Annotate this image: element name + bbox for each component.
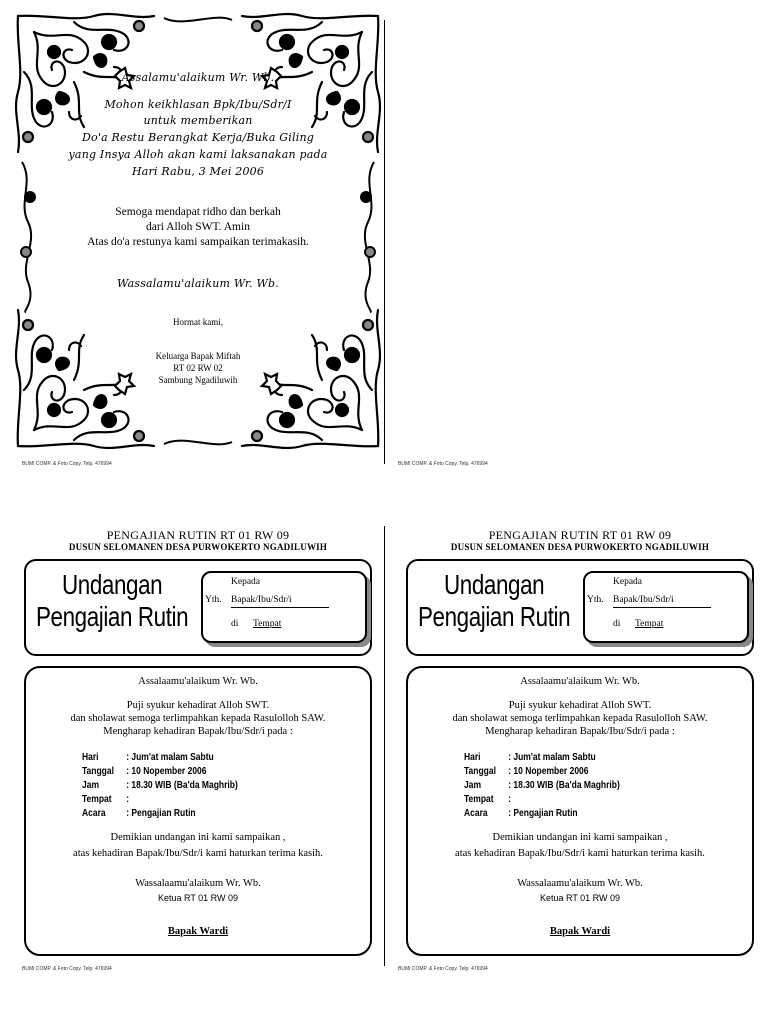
footer-text: BUMI COMP. & Foto Copy. Telp. 476994 — [22, 461, 112, 467]
detail-row: Tempat : — [464, 794, 512, 805]
detail-row: Hari : Jum'at malam Sabtu — [464, 752, 596, 763]
footer-text: BUMI COMP. & Foto Copy. Telp. 476994 — [398, 461, 488, 467]
tempat-label: Tempat — [253, 619, 282, 629]
rt-rw-text: RT 02 RW 02 — [173, 363, 223, 373]
thanks-line: Atas do'a restunya kami sampaikan terimakasih. — [87, 236, 309, 248]
ketua-text: Ketua RT 01 RW 09 — [539, 893, 621, 903]
greeting-text: Assalaamu'alaikum Wr. Wb. — [520, 676, 640, 687]
invitation-card-right — [402, 524, 758, 960]
event-date: Hari Rabu, 3 Mei 2006 — [131, 165, 265, 178]
card-subtitle: DUSUN SELOMANEN DESA PURWOKERTO NGADILUWIH — [450, 542, 710, 552]
regards-text: Hormat kami, — [173, 317, 223, 327]
signatory-name: Bapak Wardi — [167, 926, 229, 937]
detail-row: Acara : Pengajian Rutin — [464, 808, 578, 819]
footer-text: BUMI COMP. & Foto Copy. Telp. 476994 — [22, 966, 112, 972]
prayer-line-2: dari Alloh SWT. Amin — [146, 221, 250, 233]
body-line-2: dan sholawat semoga terlimpahkan kepada Rasulolloh SAW. — [452, 713, 708, 724]
recipient-text: Bapak/Ibu/Sdr/i — [231, 595, 292, 605]
card-title: PENGAJIAN RUTIN RT 01 RW 09 — [106, 528, 290, 542]
detail-row: Acara : Pengajian Rutin — [82, 808, 196, 819]
detail-row: Jam : 18.30 WIB (Ba'da Maghrib) — [464, 780, 620, 791]
detail-row: Jam : 18.30 WIB (Ba'da Maghrib) — [82, 780, 238, 791]
kepada-label: Kepada — [231, 577, 261, 587]
invitation-card-left — [20, 524, 376, 960]
header-box — [24, 559, 372, 656]
closing-text: Wassalamu'alaikum Wr. Wb. — [117, 277, 279, 290]
greeting-text: Assalaamu'alaikum Wr. Wb. — [138, 676, 258, 687]
ketua-text: Ketua RT 01 RW 09 — [157, 893, 239, 903]
card-title: PENGAJIAN RUTIN RT 01 RW 09 — [488, 528, 672, 542]
closing-line-1: Demikian undangan ini kami sampaikan , — [492, 832, 668, 843]
recipient-underline — [231, 607, 329, 608]
wassalam-text: Wassalaamu'alaikum Wr. Wb. — [135, 878, 261, 889]
body-line-3: Mengharap kehadiran Bapak/Ibu/Sdr/i pada : — [103, 726, 293, 737]
request-line-3: Do'a Restu Berangkat Kerja/Buka Giling — [82, 131, 314, 144]
divider-line-bottom — [384, 526, 385, 966]
body-line-3: Mengharap kehadiran Bapak/Ibu/Sdr/i pada : — [485, 726, 675, 737]
recipient-underline — [613, 607, 711, 608]
detail-row: Hari : Jum'at malam Sabtu — [82, 752, 214, 763]
big-title-line-1: Undangan — [62, 569, 163, 600]
request-line-1: Mohon keikhlasan Bpk/Ibu/Sdr/I — [104, 98, 292, 111]
yth-label: Yth. — [205, 595, 222, 605]
closing-line-2: atas kehadiran Bapak/Ibu/Sdr/i kami haturkan terima kasih. — [455, 848, 705, 859]
request-line-4: yang Insya Alloh akan kami laksanakan pada — [68, 148, 328, 161]
body-line-2: dan sholawat semoga terlimpahkan kepada Rasulolloh SAW. — [70, 713, 326, 724]
prayer-line-1: Semoga mendapat ridho dan berkah — [115, 206, 281, 218]
big-title-line-2: Pengajian Rutin — [418, 601, 571, 632]
di-label: di — [231, 619, 239, 629]
body-line-1: Puji syukur kehadirat Alloh SWT. — [508, 700, 652, 711]
divider-line-top — [384, 20, 385, 464]
address-box — [201, 571, 367, 643]
ornamental-card — [14, 12, 382, 450]
village-text: Sambung Ngadiluwih — [158, 375, 238, 385]
request-line-2: untuk memberikan — [143, 114, 253, 127]
closing-line-1: Demikian undangan ini kami sampaikan , — [110, 832, 286, 843]
detail-row: Tempat : — [82, 794, 130, 805]
family-name: Keluarga Bapak Miftah — [155, 351, 241, 361]
big-title-line-2: Pengajian Rutin — [36, 601, 189, 632]
recipient-text: Bapak/Ibu/Sdr/i — [613, 595, 674, 605]
header-box — [406, 559, 754, 656]
greeting-text: Assalamu'alaikum Wr. Wb. — [121, 71, 275, 84]
signatory-name: Bapak Wardi — [549, 926, 611, 937]
body-line-1: Puji syukur kehadirat Alloh SWT. — [126, 700, 270, 711]
footer-text: BUMI COMP. & Foto Copy. Telp. 476994 — [398, 966, 488, 972]
card-subtitle: DUSUN SELOMANEN DESA PURWOKERTO NGADILUWIH — [68, 542, 328, 552]
tempat-label: Tempat — [635, 619, 664, 629]
yth-label: Yth. — [587, 595, 604, 605]
detail-row: Tanggal : 10 Nopember 2006 — [82, 766, 207, 777]
content-box — [24, 666, 372, 956]
address-box — [583, 571, 749, 643]
kepada-label: Kepada — [613, 577, 643, 587]
detail-row: Tanggal : 10 Nopember 2006 — [464, 766, 589, 777]
big-title-line-1: Undangan — [444, 569, 545, 600]
di-label: di — [613, 619, 621, 629]
closing-line-2: atas kehadiran Bapak/Ibu/Sdr/i kami haturkan terima kasih. — [73, 848, 323, 859]
wassalam-text: Wassalaamu'alaikum Wr. Wb. — [517, 878, 643, 889]
content-box — [406, 666, 754, 956]
